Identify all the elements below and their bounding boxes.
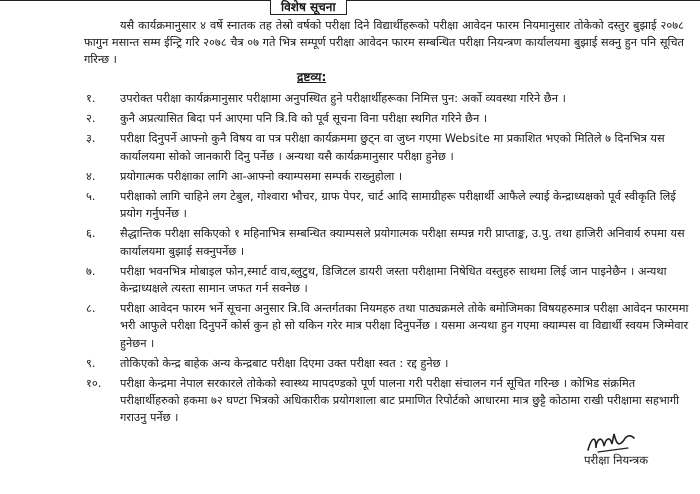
note-text: सैद्धान्तिक परीक्षा सकिएको १ महिनाभित्र सम्बन्धित क्याम्पसले प्रयोगात्मक परीक्षा सम्पन्न गरी प्राप्ताङ्क, उ.पु. तथा हाजिरी अनिवार्य रुपमा यस कार्यालयमा बुझाई सक्नुपर्नेछ । xyxy=(120,227,685,258)
note-number: २. xyxy=(86,112,96,126)
intro-text: यसै कार्यक्रमानुसार ४ वर्षे स्नातक तह तेस्रो वर्षको परीक्षा दिने विद्यार्थीहरूको परीक्षा आवेदन फारम नियमानुसार तोकेको दस्तुर बुझाई २०७८ फागुन मसान्त सम्म ईन्ट्रि गरि २०७८ चैत्र ०७ गते भित्र सम्पूर्ण परीक्षा आवेदन फारम सम्बन्धित परीक्षा नियन्त्रण कार्यालयमा बुझाई सक्नु हुन पनि सूचित गरिन्छ । xyxy=(84,19,684,66)
note-text: परीक्षा केन्द्रमा नेपाल सरकारले तोकेको स्वास्थ्य मापदण्डको पूर्ण पालना गरी परीक्षा संचालन गर्न सूचित गरिन्छ । कोभिड संक्रमित परीक्षार्थीहरुको हकमा ७२ घण्टा भित्रको अधिकारीक प्रयोगशाला बाट प्रमाणित रिपोर्टको आधारमा मात्र छुट्टै कोठामा राखी परीक्षामा सहभागी गराउनु पर्नेछ । xyxy=(120,377,680,425)
list-item xyxy=(86,90,690,107)
list-item xyxy=(86,225,690,259)
list-item xyxy=(86,130,690,164)
note-text: तोकिएको केन्द्र बाहेक अन्य केन्द्रबाट परीक्षा दिएमा उक्त परीक्षा स्वत : रद्द हुनेछ । xyxy=(120,356,449,370)
list-item xyxy=(86,188,690,222)
note-text: परीक्षा दिनुपर्ने आफ्नो कुनै विषय वा पत्र परीक्षा कार्यक्रममा छुट्न वा जुध्न गएमा Website मा प्रकाशित भएको मितिले ७ दिनभित्र यस कार्यालयमा सोको जानकारी दिनु पर्नेछ । अन्यथा यसै कार्यक्रमानुसार परीक्षा हुनेछ । xyxy=(120,132,665,163)
list-item xyxy=(86,300,690,352)
note-number: ३. xyxy=(86,132,96,146)
note-text: कुनै अप्रत्यासित बिदा पर्न आएमा पनि त्रि.वि को पूर्व सूचना विना परीक्षा स्थगित गरिने छैन । xyxy=(120,112,488,126)
list-item xyxy=(86,110,690,127)
note-number: ५. xyxy=(86,190,96,204)
note-number: १०. xyxy=(86,377,102,391)
list-item xyxy=(86,168,690,185)
list-item xyxy=(86,263,690,297)
list-item xyxy=(86,375,690,427)
notes-heading: द्रष्टव्य: xyxy=(297,70,327,84)
note-text: परीक्षाको लागि चाहिने लग टेबुल, गोश्वारा भौचर, ग्राफ पेपर, चार्ट आदि सामाग्रीहरू परीक्षार्थी आफैले ल्याई केन्द्राध्यक्षको पूर्व स्वीकृति लिई प्रयोग गर्नुपर्नेछ । xyxy=(120,190,676,221)
note-number: ६. xyxy=(86,227,96,241)
note-number: ४. xyxy=(86,169,96,183)
notice-title: विशेष सूचना xyxy=(270,0,347,15)
list-item xyxy=(86,355,690,372)
top-border xyxy=(0,0,700,9)
signatory-title: परीक्षा नियन्त्रक xyxy=(584,453,649,467)
note-text: परीक्षा आवेदन फारम भर्ने सूचना अनुसार त्रि.वि अन्तर्गतका नियमहरु तथा पाठ्यक्रमले तोके बमोजिमका विषयहरुमात्र परीक्षा आवेदन फारममा भरी आफुले परीक्षा दिनुपर्ने कोर्स कुन हो सो यकिन गरेर मात्र परीक्षा दिनुपर्नेछ । यसमा अन्यथा हुन गएमा क्याम्पस वा विद्यार्थी स्वयम जिम्मेवार हुनेछन । xyxy=(120,302,689,350)
note-text: प्रयोगात्मक परीक्षाका लागि आ-आफ्नो क्याम्पसमा सम्पर्क राख्नुहोला । xyxy=(120,169,403,183)
notes-list xyxy=(86,90,690,430)
note-number: ९. xyxy=(86,356,96,370)
note-text: उपरोक्त परीक्षा कार्यक्रमानुसार परीक्षामा अनुपस्थित हुने परीक्षार्थीहरूका निमित्त पुन: अर्को व्यवस्था गरिने छैन । xyxy=(120,92,566,105)
note-number: ७. xyxy=(86,264,96,278)
note-number: ८. xyxy=(86,302,96,316)
intro-paragraph xyxy=(84,17,684,68)
note-number: १. xyxy=(86,92,96,105)
note-text: परीक्षा भवनभित्र मोबाइल फोन,स्मार्ट वाच,ब्लुटुथ, डिजिटल डायरी जस्ता परीक्षामा निषेधित वस्तुहरु साथमा लिई जान पाइनेछैन । अन्यथा केन्द्राध्यक्षले त्यस्ता सामान जफत गर्न सक्नेछ । xyxy=(120,264,667,296)
